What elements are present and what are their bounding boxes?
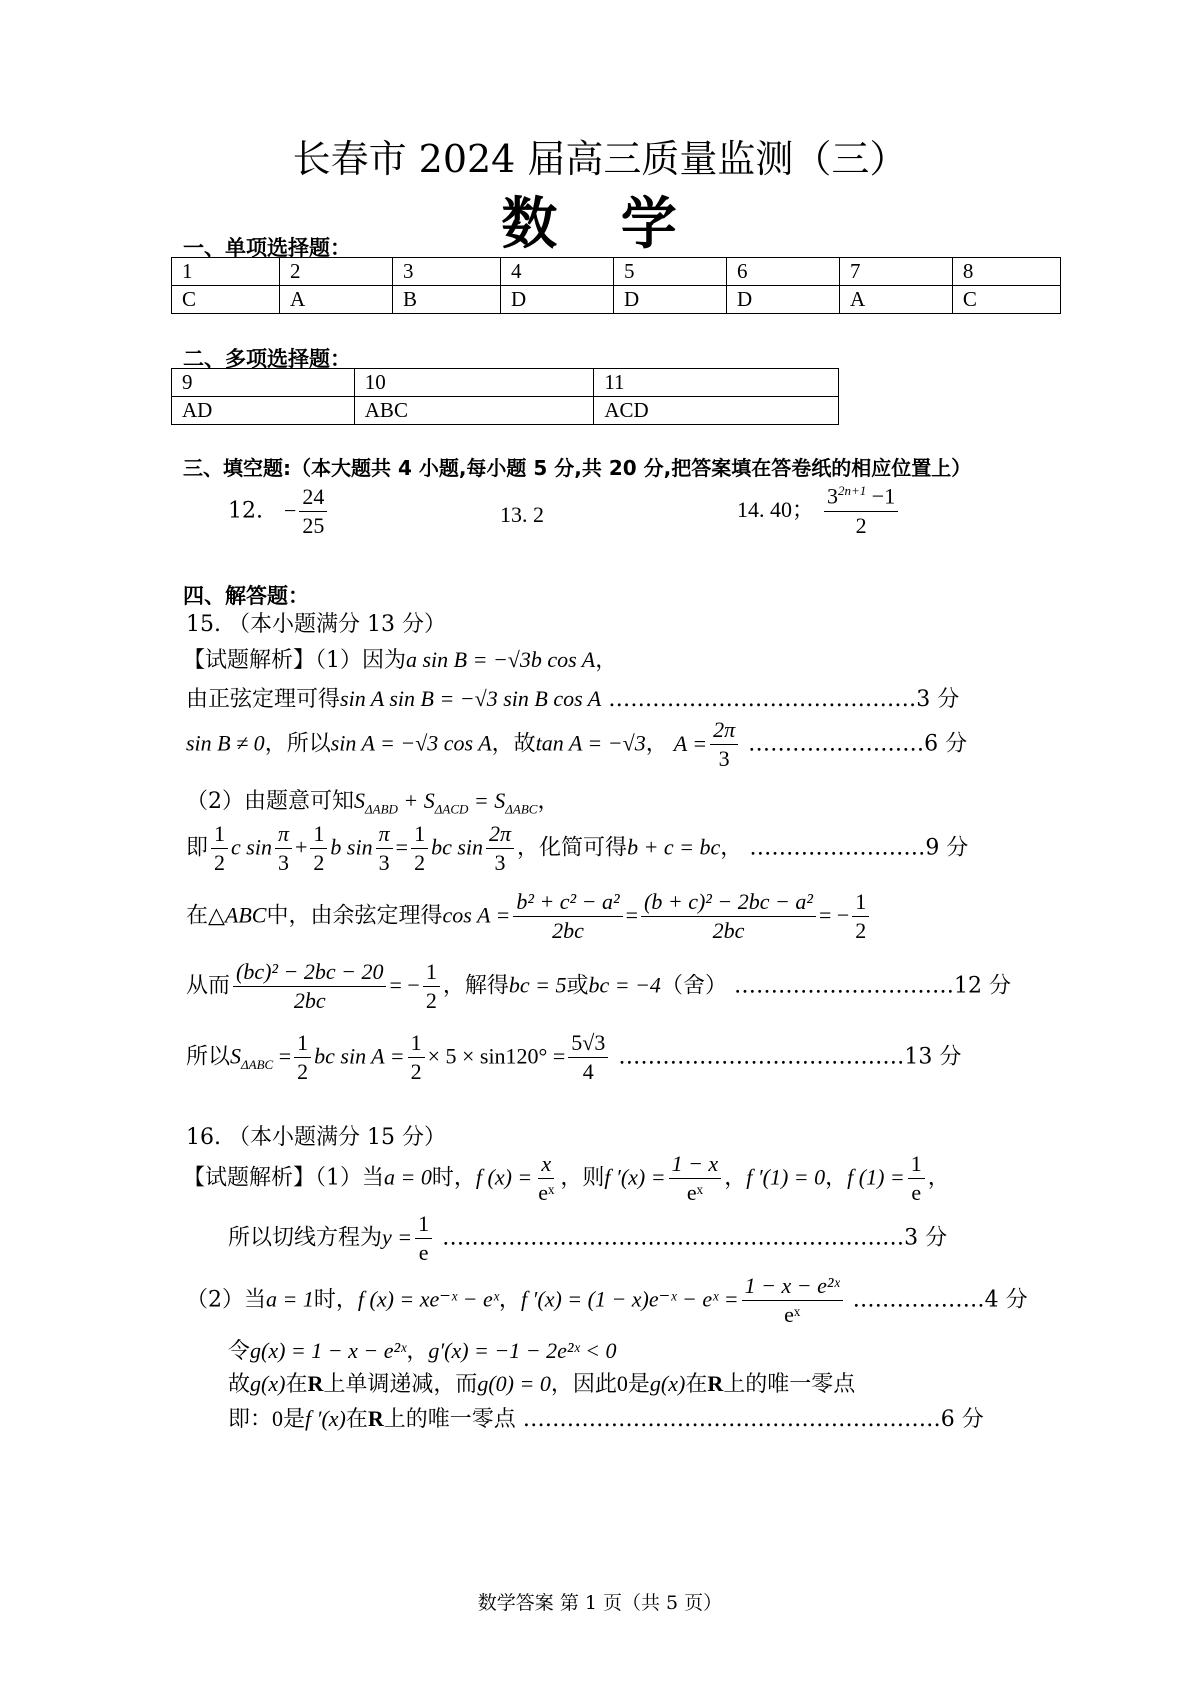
text: 即 — [186, 835, 209, 861]
table-cell: 5 — [613, 258, 726, 286]
denominator: 2bc — [293, 988, 326, 1014]
formula: g(0) = 0 — [477, 1371, 551, 1396]
exponent: 2n+1 — [838, 483, 867, 498]
table-row — [172, 369, 839, 397]
numerator: 1 — [408, 1031, 425, 1058]
numerator: 2π — [710, 718, 738, 745]
table-cell: D — [726, 286, 839, 314]
table-cell: 11 — [594, 369, 839, 397]
text: 时， — [431, 1165, 476, 1191]
real-numbers-symbol: R — [307, 1371, 324, 1396]
leader-dots: ………………………………………………… — [522, 1407, 941, 1432]
formula: 0 — [272, 1406, 284, 1431]
p15-line-6 — [186, 890, 872, 943]
leader-dots: …………………………………… — [608, 687, 917, 712]
formula: sin B ≠ 0 — [186, 730, 265, 756]
table-cell: 2 — [280, 258, 393, 286]
text: 故 — [228, 1372, 251, 1397]
p16-line-1 — [183, 1152, 950, 1205]
p16-line-4 — [228, 1334, 617, 1365]
table-cell: ABC — [354, 397, 594, 425]
formula: + S — [397, 788, 435, 813]
numerator: 1 — [310, 822, 327, 849]
text: ， — [537, 789, 560, 814]
denominator: 3 — [494, 850, 506, 876]
formula: f ′(x) = — [604, 1164, 666, 1190]
denominator: 2 — [414, 850, 426, 876]
numerator: 1 — [294, 1031, 311, 1058]
section-4-heading: 四、解答题： — [183, 584, 309, 608]
denominator: eˣ — [784, 1302, 801, 1328]
real-numbers-symbol: R — [367, 1406, 384, 1431]
formula: y = — [382, 1224, 413, 1250]
formula: f ′(x) — [305, 1406, 346, 1431]
text: 中，由余弦定理得 — [266, 903, 443, 929]
numerator: (bc)² − 2bc − 20 — [233, 960, 386, 987]
numerator: 1 − x — [669, 1152, 722, 1179]
q14-fraction — [824, 484, 898, 538]
text: 所以 — [186, 1044, 231, 1070]
q12-fraction — [299, 485, 327, 538]
denominator: 25 — [302, 513, 325, 539]
text: 是 — [627, 1372, 650, 1397]
table-cell: 10 — [354, 369, 594, 397]
leader-dots: ………………………… — [733, 973, 954, 999]
problem-16-title: 16. （本小题满分 15 分） — [186, 1125, 446, 1150]
score: 4 分 — [984, 1287, 1028, 1313]
formula: A = — [673, 730, 708, 756]
formula: bc sin A = — [314, 1043, 405, 1069]
formula: sin A = −√3 cos A — [330, 730, 492, 756]
leader-dots: ……………………………………………………… — [442, 1225, 905, 1251]
fraction — [310, 822, 327, 875]
rest: −1 — [866, 483, 896, 509]
table-cell: AD — [172, 397, 355, 425]
formula: g′(x) = −1 − 2e²ˣ < 0 — [428, 1338, 617, 1363]
text: 即： — [228, 1407, 273, 1432]
p16-line-3 — [186, 1274, 1028, 1327]
numerator: π — [275, 822, 292, 849]
score: 6 分 — [940, 1407, 984, 1432]
fraction — [568, 1031, 608, 1084]
fraction — [415, 1212, 432, 1265]
formula: △ABC — [208, 902, 267, 928]
numerator: b² + c² − a² — [513, 890, 622, 917]
operator: = − — [389, 972, 420, 998]
document-title: 长春市 2024 届高三质量监测（三） — [292, 137, 908, 181]
text: ，所以 — [264, 731, 331, 757]
formula: g(x) — [250, 1371, 286, 1396]
fraction — [423, 960, 440, 1013]
subscript: ΔABC — [505, 801, 538, 817]
score: 3 分 — [904, 1225, 948, 1251]
table-cell: 8 — [952, 258, 1060, 286]
denominator: 2 — [313, 850, 325, 876]
text: （舍） — [660, 973, 727, 999]
formula: g(x) = 1 − x − e²ˣ — [250, 1338, 407, 1363]
text: ， — [498, 1287, 521, 1313]
section-1-heading: 一、单项选择题： — [183, 236, 351, 260]
denominator: 2 — [855, 918, 867, 944]
table-row — [172, 286, 1061, 314]
text: 上的唯一零点 — [723, 1372, 856, 1397]
fraction — [669, 1152, 722, 1205]
fraction — [294, 1031, 311, 1084]
score: 3 分 — [916, 687, 960, 712]
leader-dots: …………………… — [748, 731, 925, 757]
text: ， — [720, 835, 743, 861]
formula: S — [354, 788, 365, 813]
text: ， — [724, 1165, 747, 1191]
denominator: eˣ — [538, 1180, 555, 1206]
fraction — [275, 822, 292, 875]
formula: a = 1 — [266, 1286, 314, 1312]
operator: = − — [818, 902, 850, 928]
text: 上的唯一零点 — [383, 1407, 516, 1432]
denominator: 2 — [214, 850, 226, 876]
denominator: eˣ — [686, 1180, 703, 1206]
operator: = — [395, 834, 409, 860]
numerator: 1 — [211, 822, 228, 849]
numerator: 1 — [852, 890, 869, 917]
text: 在 — [685, 1372, 708, 1397]
formula: × 5 × sin120° = — [427, 1043, 566, 1069]
text: 或 — [566, 973, 589, 999]
p15-line-5 — [186, 822, 968, 875]
text: 【试题解析】（1）当 — [183, 1165, 384, 1191]
formula: cos A = — [442, 902, 511, 928]
problem-15-title: 15. （本小题满分 13 分） — [186, 612, 446, 637]
numerator: x — [538, 1152, 554, 1179]
text: 从而 — [186, 973, 231, 999]
table-cell: D — [613, 286, 726, 314]
numerator: 1 — [423, 960, 440, 987]
numerator: 5√3 — [568, 1031, 608, 1058]
text: 令 — [228, 1339, 251, 1364]
table-cell: 9 — [172, 369, 355, 397]
formula: S — [230, 1043, 242, 1069]
p15-line-8 — [186, 1031, 961, 1084]
p16-line-2 — [228, 1212, 947, 1265]
q12-sign: − — [284, 497, 297, 523]
text: ，解得 — [442, 973, 509, 999]
table-cell: A — [280, 286, 393, 314]
table-cell: 7 — [839, 258, 952, 286]
text: （2）由题意可知 — [186, 789, 354, 814]
leader-dots: ……………… — [852, 1287, 985, 1313]
table-cell: ACD — [594, 397, 839, 425]
table-cell: 1 — [172, 258, 280, 286]
score: 6 分 — [924, 731, 968, 757]
q14-label: 14. 40； — [737, 496, 815, 522]
score: 13 分 — [904, 1044, 962, 1070]
table-cell: 6 — [726, 258, 839, 286]
table-row — [172, 258, 1061, 286]
p15-line-4 — [186, 784, 559, 817]
denominator: 3 — [378, 850, 390, 876]
p15-line-3 — [186, 718, 967, 771]
section-3-heading: 三、填空题:（本大题共 4 小题,每小题 5 分,共 20 分,把答案填在答卷纸的相应位置上） — [183, 456, 972, 480]
leader-dots: ………………………………… — [618, 1044, 905, 1070]
denominator: 2bc — [712, 918, 745, 944]
table-cell: D — [500, 286, 613, 314]
fraction — [408, 1031, 425, 1084]
operator: = — [273, 1043, 292, 1069]
answer-12 — [228, 485, 330, 538]
fraction — [742, 1274, 843, 1327]
single-choice-answer-table — [171, 257, 1061, 314]
q12-label: 12. — [228, 498, 263, 524]
text: （2）当 — [186, 1287, 266, 1313]
numerator: 1 — [411, 822, 428, 849]
table-cell: C — [952, 286, 1060, 314]
text: 在 — [345, 1407, 368, 1432]
denominator: 4 — [582, 1059, 594, 1085]
text: 是 — [283, 1407, 306, 1432]
text: 所以切线方程为 — [228, 1225, 383, 1251]
p15-line-7 — [186, 960, 1011, 1013]
page-footer: 数学答案 第 1 页（共 5 页） — [477, 1592, 723, 1614]
numerator: 1 — [415, 1212, 432, 1239]
numerator: 1 — [908, 1152, 925, 1179]
fraction — [852, 890, 869, 943]
denominator: e — [911, 1180, 922, 1206]
answer-13: 13. 2 — [500, 502, 544, 527]
numerator: (b + c)² − 2bc − a² — [641, 890, 816, 917]
formula: a sin B = −√3b cos A — [406, 647, 596, 672]
table-cell: B — [392, 286, 500, 314]
numerator: 24 — [299, 485, 327, 512]
score: 12 分 — [953, 973, 1011, 999]
text: ， — [595, 648, 618, 673]
numerator: π — [376, 822, 393, 849]
text: 由正弦定理可得 — [186, 687, 341, 712]
table-cell: 3 — [392, 258, 500, 286]
formula: f (1) = — [847, 1164, 905, 1190]
formula: bc = −4 — [588, 972, 661, 998]
formula: 0 — [616, 1371, 628, 1396]
text: ，因此 — [550, 1372, 617, 1397]
subscript: ΔACD — [434, 801, 469, 817]
denominator: 2bc — [552, 918, 584, 944]
denominator: 2 — [297, 1059, 309, 1085]
formula: = S — [468, 788, 506, 813]
subject-title: 数 学 — [501, 192, 699, 257]
score: 9 分 — [925, 835, 969, 861]
denominator: 2 — [425, 988, 437, 1014]
fraction — [710, 718, 738, 771]
denominator: 3 — [277, 850, 289, 876]
fraction — [411, 822, 428, 875]
formula: c sin — [231, 834, 272, 860]
table-cell: C — [172, 286, 280, 314]
p16-line-5 — [228, 1367, 855, 1398]
subscript: ΔABD — [365, 801, 398, 817]
formula: sin A sin B = −√3 sin B cos A — [340, 686, 602, 711]
text: ，故 — [491, 731, 536, 757]
text: ，化简可得 — [517, 835, 628, 861]
fraction — [233, 960, 386, 1013]
operator: + — [295, 834, 308, 860]
formula: f ′(x) = (1 − x)e⁻ˣ − eˣ = — [520, 1286, 739, 1312]
formula: f (x) = xe⁻ˣ − eˣ — [357, 1286, 499, 1312]
section-2-heading: 二、多项选择题： — [183, 347, 351, 371]
formula: b + c = bc — [627, 834, 721, 860]
formula: bc = 5 — [508, 972, 567, 998]
denominator: 3 — [718, 746, 730, 772]
denominator: 2 — [410, 1059, 422, 1085]
text: 在 — [285, 1372, 308, 1397]
formula: bc sin — [431, 834, 484, 860]
subscript: ΔABC — [241, 1057, 274, 1073]
formula: b sin — [330, 834, 373, 860]
answer-14 — [737, 484, 901, 538]
table-cell: 4 — [500, 258, 613, 286]
multi-choice-answer-table — [171, 368, 839, 425]
denominator: 2 — [855, 512, 867, 538]
base: 3 — [827, 483, 839, 509]
formula: f (x) = — [475, 1164, 533, 1190]
text: 【试题解析】（1）因为 — [183, 648, 406, 673]
text: 时， — [313, 1287, 358, 1313]
formula: g(x) — [649, 1371, 686, 1396]
formula: tan A = −√3 — [535, 730, 646, 756]
text: ， — [645, 731, 668, 757]
p16-line-6 — [228, 1402, 984, 1433]
text: ， — [927, 1165, 950, 1191]
leader-dots: …………………… — [749, 835, 926, 861]
operator: = — [625, 902, 639, 928]
fraction — [376, 822, 393, 875]
table-cell: A — [839, 286, 952, 314]
fraction — [641, 890, 816, 943]
p15-line-2 — [186, 682, 1041, 713]
fraction — [211, 822, 228, 875]
text: 上单调递减，而 — [323, 1372, 478, 1397]
numerator: 1 − x − e²ˣ — [742, 1274, 843, 1301]
fraction — [535, 1152, 557, 1205]
real-numbers-symbol: R — [707, 1371, 724, 1396]
numerator: 2π — [486, 822, 514, 849]
fraction — [908, 1152, 925, 1205]
fraction — [513, 890, 622, 943]
fraction — [486, 822, 514, 875]
denominator: e — [418, 1240, 429, 1266]
text: ， — [825, 1165, 848, 1191]
text: 在 — [186, 903, 209, 929]
p15-line-1 — [183, 643, 617, 674]
table-row — [172, 397, 839, 425]
text: ， — [406, 1339, 429, 1364]
text: ，则 — [560, 1165, 605, 1191]
formula: a = 0 — [384, 1164, 432, 1190]
formula: f ′(1) = 0 — [746, 1164, 826, 1190]
